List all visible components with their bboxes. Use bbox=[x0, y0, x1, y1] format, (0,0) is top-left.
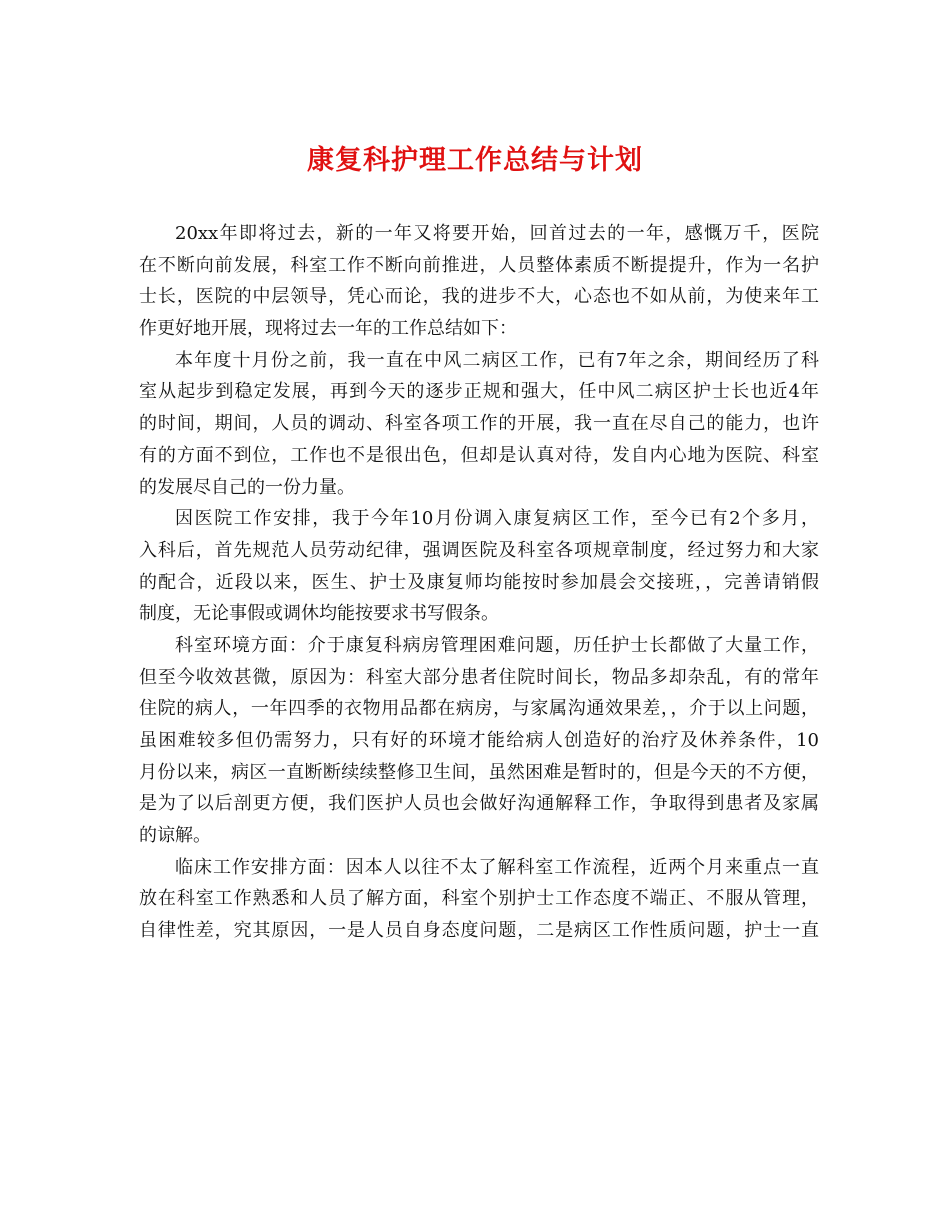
paragraph-line: 的配合，近段以来，医生、护士及康复师均能按时参加晨会交接班，，完善请销假 bbox=[139, 571, 819, 593]
paragraph-line: 20xx年即将过去，新的一年又将要开始，回首过去的一年，感慨万千，医院 bbox=[175, 223, 819, 244]
paragraph-line: 作更好地开展，现将过去一年的工作总结如下： bbox=[139, 318, 517, 340]
paragraph-line: 有的方面不到位，工作也不是很出色，但却是认真对待，发自内心地为医院、科室 bbox=[139, 444, 819, 466]
paragraph-line: 室从起步到稳定发展，再到今天的逐步正规和强大，任中风二病区护士长也近4年 bbox=[139, 381, 819, 403]
paragraph-line: 入科后，首先规范人员劳动纪律，强调医院及科室各项规章制度，经过努力和大家 bbox=[139, 539, 819, 561]
paragraph-line: 的谅解。 bbox=[139, 825, 211, 847]
paragraph-line: 士长，医院的中层领导，凭心而论，我的进步不大，心态也不如从前，为使来年工 bbox=[139, 286, 819, 308]
paragraph-line: 的时间，期间，人员的调动、科室各项工作的开展，我一直在尽自己的能力，也许 bbox=[139, 413, 819, 435]
document-body bbox=[139, 218, 819, 947]
paragraph-line: 临床工作安排方面：因本人以往不太了解科室工作流程，近两个月来重点一直 bbox=[175, 856, 819, 878]
paragraph-line: 自律性差，究其原因，一是人员自身态度问题，二是病区工作性质问题，护士一直 bbox=[139, 920, 819, 942]
paragraph-line: 但至今收效甚微，原因为：科室大部分患者住院时间长，物品多却杂乱，有的常年 bbox=[139, 666, 819, 688]
paragraph-line: 科室环境方面：介于康复科病房管理困难问题，历任护士长都做了大量工作， bbox=[175, 634, 819, 656]
paragraph-line: 是为了以后剖更方便，我们医护人员也会做好沟通解释工作，争取得到患者及家属 bbox=[139, 793, 819, 815]
paragraph-line: 住院的病人，一年四季的衣物用品都在病房，与家属沟通效果差，，介于以上问题， bbox=[139, 698, 819, 720]
document-title: 康复科护理工作总结与计划 bbox=[307, 145, 643, 176]
paragraph-line: 虽困难较多但仍需努力，只有好的环境才能给病人创造好的治疗及休养条件，10 bbox=[139, 730, 819, 751]
paragraph-line: 制度，无论事假或调休均能按要求书写假条。 bbox=[139, 603, 499, 625]
paragraph-line: 本年度十月份之前，我一直在中风二病区工作，已有7年之余，期间经历了科 bbox=[175, 349, 819, 371]
paragraph-line: 的发展尽自己的一份力量。 bbox=[139, 476, 355, 498]
paragraph-line: 放在科室工作熟悉和人员了解方面，科室个别护士工作态度不端正、不服从管理， bbox=[139, 888, 819, 910]
paragraph-line: 因医院工作安排，我于今年10月份调入康复病区工作，至今已有2个多月， bbox=[175, 508, 819, 530]
paragraph-line: 月份以来，病区一直断断续续整修卫生间，虽然困难是暂时的，但是今天的不方便， bbox=[139, 761, 819, 783]
paragraph-line: 在不断向前发展，科室工作不断向前推进，人员整体素质不断提提升，作为一名护 bbox=[139, 254, 819, 276]
